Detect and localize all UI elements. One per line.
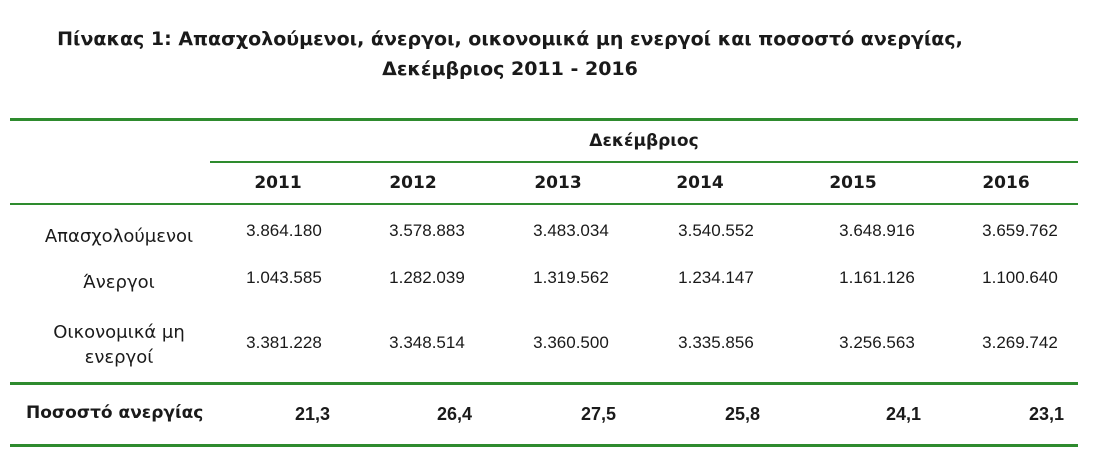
- group-header: Δεκέμβριος: [589, 131, 699, 151]
- row-label-inactive-line1: Οικονομικά μη: [53, 322, 185, 343]
- row-label-employed: Απασχολούμενοι: [44, 226, 194, 247]
- year-header: 2016: [982, 173, 1030, 193]
- table-cell: 3.483.034: [533, 221, 609, 240]
- table-cell: 3.335.856: [678, 333, 754, 352]
- table-cell: 3.256.563: [839, 333, 915, 352]
- table-cell: 3.381.228: [246, 333, 322, 352]
- row-label-inactive-line2: ενεργοί: [84, 347, 154, 368]
- unemployment-rate-cell: 26,4: [436, 404, 472, 424]
- table-cell: 3.659.762: [982, 221, 1058, 240]
- unemployment-rate-label: Ποσοστό ανεργίας: [26, 403, 204, 423]
- year-header: 2012: [389, 173, 437, 193]
- table-cell: 1.282.039: [389, 268, 465, 287]
- unemployment-rate-cell: 27,5: [580, 404, 616, 424]
- table-title-line1: Πίνακας 1: Απασχολούμενοι, άνεργοι, οικονομικά μη ενεργοί και ποσοστό ανεργίας,: [57, 28, 963, 50]
- table-cell: 3.360.500: [533, 333, 609, 352]
- total-top-rule: [10, 382, 1078, 385]
- unemployment-rate-cell: 24,1: [885, 404, 921, 424]
- header-bottom-rule: [10, 203, 1078, 205]
- group-header-rule: [210, 161, 1078, 163]
- year-header: 2011: [254, 173, 302, 193]
- table-cell: 3.648.916: [839, 221, 915, 240]
- table-cell: 3.348.514: [389, 333, 465, 352]
- year-header: 2014: [676, 173, 724, 193]
- table-cell: 1.161.126: [839, 268, 915, 287]
- top-rule: [10, 118, 1078, 121]
- table-cell: 3.269.742: [982, 333, 1058, 352]
- table-cell: 1.100.640: [982, 268, 1058, 287]
- table-cell: 3.864.180: [246, 221, 322, 240]
- row-label-inactive: [14, 320, 224, 370]
- table-cell: 3.578.883: [389, 221, 465, 240]
- table-title-line2: Δεκέμβριος 2011 - 2016: [382, 58, 638, 80]
- unemployment-rate-cell: 23,1: [1028, 404, 1064, 424]
- table-cell: 1.319.562: [533, 268, 609, 287]
- unemployment-rate-cell: 21,3: [294, 404, 330, 424]
- row-label-unemployed: Άνεργοι: [83, 272, 155, 293]
- table-cell: 3.540.552: [678, 221, 754, 240]
- year-header: 2013: [534, 173, 582, 193]
- year-header: 2015: [829, 173, 877, 193]
- unemployment-rate-cell: 25,8: [724, 404, 760, 424]
- table-cell: 1.043.585: [246, 268, 322, 287]
- table-cell: 1.234.147: [678, 268, 754, 287]
- bottom-rule: [10, 444, 1078, 447]
